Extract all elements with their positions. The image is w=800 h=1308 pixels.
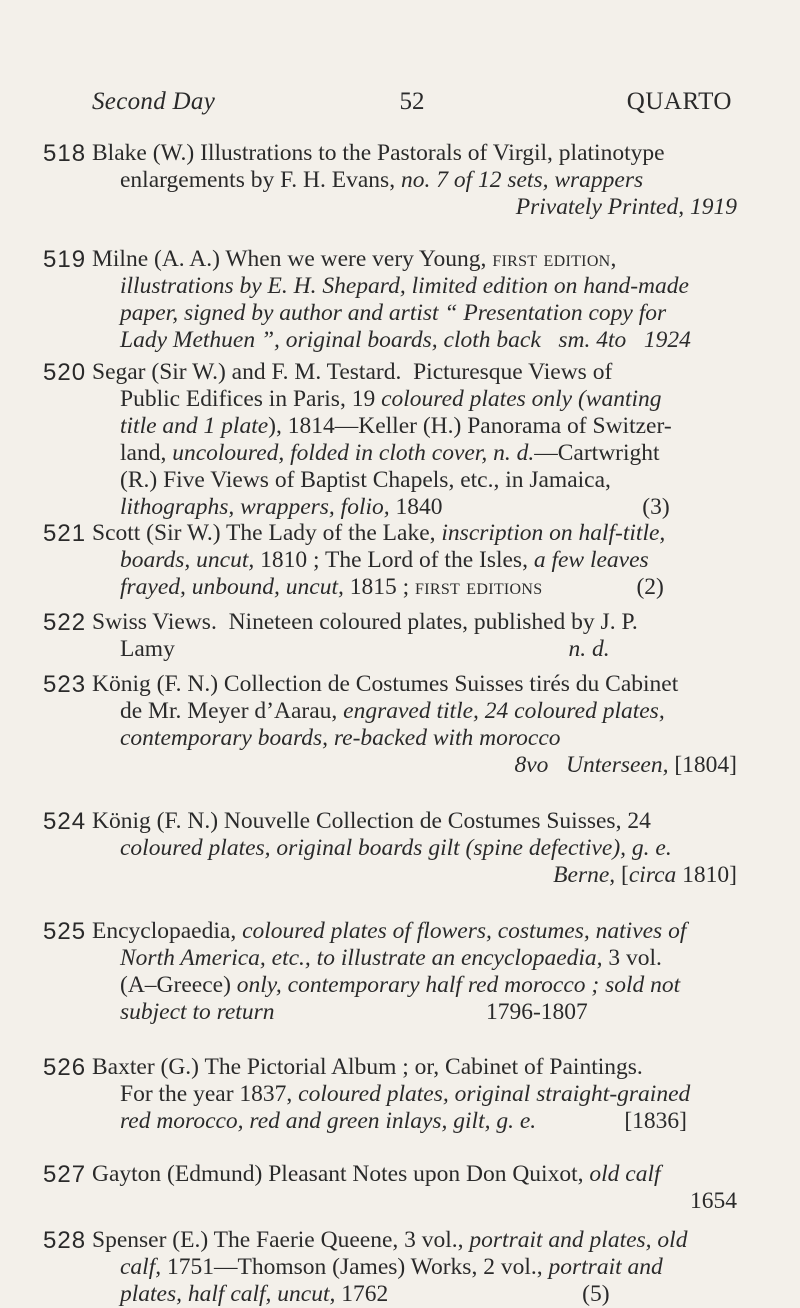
- lot-text: frayed, unbound, uncut,: [120, 574, 350, 600]
- lot-description: [92, 918, 737, 1026]
- lot-text: illustrations by E. H. Shepard, limited edition on hand-made: [120, 273, 689, 299]
- lot-text: contemporary boards, re-backed with morocco: [120, 725, 561, 751]
- lot-line: [92, 520, 737, 547]
- lot-text: inscription on half-title,: [441, 520, 666, 546]
- lot-entry: [0, 520, 737, 601]
- lot-line: [92, 1281, 737, 1308]
- lot-line: [92, 1054, 737, 1081]
- lot-description: [92, 1227, 737, 1308]
- lot-text: 1751—Thomson (James) Works, 2 vol.,: [167, 1254, 549, 1280]
- lot-line: [92, 194, 737, 221]
- lot-text: König (F. N.) Nouvelle Collection de Costumes Suisses, 24: [92, 808, 651, 834]
- lot-line: [92, 835, 737, 862]
- lot-text: title and 1 plate: [120, 413, 269, 439]
- lot-text: calf,: [120, 1254, 167, 1280]
- lot-text: first edition,: [492, 246, 617, 272]
- lot-text: Gayton (Edmund) Pleasant Notes upon Don Quixot,: [92, 1161, 590, 1187]
- lot-text: Baxter (G.) The Pictorial Album ; or, Cabinet of Paintings.: [92, 1054, 643, 1080]
- lot-text: a few leaves: [533, 547, 649, 573]
- lot-text: (2): [542, 574, 664, 600]
- lot-text: portrait and: [548, 1254, 663, 1280]
- lot-text: subject to return: [120, 999, 275, 1025]
- lot-text: circa: [628, 862, 683, 888]
- lot-number: 528: [43, 1227, 87, 1254]
- lot-text: plates, half calf, uncut,: [120, 1281, 342, 1307]
- lot-line: [92, 440, 737, 467]
- lot-line: [92, 1254, 737, 1281]
- lot-text: 3 vol.: [608, 945, 662, 971]
- running-head: [92, 88, 732, 122]
- lot-text: engraved title, 24 coloured plates,: [343, 698, 665, 724]
- lot-text: 1815 ;: [349, 574, 416, 600]
- lot-entry: [0, 1161, 737, 1215]
- lot-number: 519: [43, 246, 87, 273]
- lot-line: [92, 698, 737, 725]
- lot-line: [92, 327, 737, 354]
- lot-text: 1654: [690, 1188, 737, 1214]
- lot-line: [92, 1108, 737, 1135]
- lot-number: 524: [43, 808, 87, 835]
- lot-text: only, contemporary half red morocco ; sold not: [236, 972, 681, 998]
- lot-text: North America, etc., to illustrate an encyclopaedia,: [120, 945, 609, 971]
- lot-text: n. d.: [568, 636, 610, 662]
- lot-line: [92, 494, 737, 521]
- lot-text: For the year 1837,: [120, 1081, 299, 1107]
- lot-description: [92, 359, 737, 521]
- lot-text: [1804]: [674, 752, 737, 778]
- lot-description: [92, 609, 737, 663]
- lot-number: 525: [43, 918, 87, 945]
- lot-line: [92, 945, 737, 972]
- lot-text: [: [621, 862, 629, 888]
- lot-text: 1810]: [682, 862, 737, 888]
- lot-text: uncoloured, folded in cloth cover, n. d.: [172, 440, 535, 466]
- lot-entry: [0, 609, 737, 663]
- lot-line: [92, 1161, 737, 1188]
- lot-text: 1810 ; The Lord of the Isles,: [260, 547, 534, 573]
- lot-line: [92, 574, 737, 601]
- lot-text: Segar (Sir W.) and F. M. Testard. Picturesque Views of: [92, 359, 613, 385]
- lot-text: land,: [120, 440, 173, 466]
- lot-text: Spenser (E.) The Faerie Queene, 3 vol.,: [92, 1227, 470, 1253]
- lot-line: [92, 140, 737, 167]
- lot-text: Blake (W.) Illustrations to the Pastorals of Virgil, platinotype: [92, 140, 665, 166]
- lot-text: red morocco, red and green inlays, gilt, g. e.: [120, 1108, 537, 1134]
- lot-text: enlargements by F. H. Evans,: [120, 167, 401, 193]
- lot-line: [92, 972, 737, 999]
- lot-line: [92, 273, 737, 300]
- lot-line: [92, 609, 737, 636]
- lot-text: lithographs, wrappers, folio,: [120, 494, 396, 520]
- lot-text: (A–Greece): [120, 972, 237, 998]
- lot-text: coloured plates only (wanting: [381, 386, 662, 412]
- lot-text: Berne,: [553, 862, 622, 888]
- lot-text: coloured plates of flowers, costumes, natives of: [242, 918, 687, 944]
- lot-text: portrait and plates, old: [469, 1227, 688, 1253]
- lot-line: [92, 1188, 737, 1215]
- lot-line: [92, 862, 737, 889]
- lot-line: [92, 999, 737, 1026]
- lot-line: [92, 918, 737, 945]
- lot-number: 526: [43, 1054, 87, 1081]
- lot-text: Privately Printed, 1919: [515, 194, 737, 220]
- lot-text: 8vo Unterseen,: [514, 752, 675, 778]
- lot-entry: [0, 359, 737, 521]
- lot-number: 527: [43, 1161, 87, 1188]
- lot-line: [92, 636, 737, 663]
- lot-line: [92, 725, 737, 752]
- lot-number: 518: [43, 140, 87, 167]
- lot-description: [92, 140, 737, 221]
- lot-line: [92, 671, 737, 698]
- lot-text: de Mr. Meyer d’Aarau,: [120, 698, 344, 724]
- lot-text: Public Edifices in Paris, 19: [120, 386, 382, 412]
- lot-entry: [0, 918, 737, 1026]
- lot-line: [92, 386, 737, 413]
- lot-entry: [0, 140, 737, 221]
- lot-entry: [0, 1227, 737, 1308]
- lot-text: Swiss Views. Nineteen coloured plates, published by J. P.: [92, 609, 638, 635]
- lot-entry: [0, 808, 737, 889]
- lot-number: 521: [43, 520, 87, 547]
- lot-text: coloured plates, original boards gilt (spine defective), g. e.: [120, 835, 672, 861]
- lot-description: [92, 520, 737, 601]
- lot-text: —Cartwright: [534, 440, 660, 466]
- lot-text: (R.) Five Views of Baptist Chapels, etc., in Jamaica,: [120, 467, 611, 493]
- lot-description: [92, 1054, 737, 1135]
- lot-text: boards, uncut,: [120, 547, 261, 573]
- lot-text: Lady Methuen ”, original boards, cloth back sm. 4to 1924: [120, 327, 691, 353]
- lot-text: Milne (A. A.) When we were very Young,: [92, 246, 493, 272]
- lot-text: [1836]: [536, 1108, 687, 1134]
- lot-line: [92, 300, 737, 327]
- lot-number: 523: [43, 671, 87, 698]
- section-title: Second Day: [92, 88, 216, 115]
- page-number: 52: [399, 88, 425, 115]
- lot-text: Encyclopaedia,: [92, 918, 243, 944]
- lot-line: [92, 167, 737, 194]
- lot-line: [92, 359, 737, 386]
- lot-text: coloured plates, original straight-grained: [298, 1081, 691, 1107]
- lot-text: no. 7 of 12 sets, wrappers: [400, 167, 644, 193]
- lot-number: 522: [43, 609, 87, 636]
- lot-line: [92, 413, 737, 440]
- lot-entry: [0, 1054, 737, 1135]
- lot-text: 1840 (3): [395, 494, 670, 520]
- lot-text: ), 1814—Keller (H.) Panorama of Switzer-: [268, 413, 672, 439]
- lot-text: Scott (Sir W.) The Lady of the Lake,: [92, 520, 442, 546]
- lot-line: [92, 752, 737, 779]
- lot-description: [92, 1161, 737, 1215]
- lot-text: Lamy: [120, 636, 569, 662]
- lot-text: 1762 (5): [341, 1281, 610, 1307]
- lot-number: 520: [43, 359, 87, 386]
- lot-text: König (F. N.) Collection de Costumes Suisses tirés du Cabinet: [92, 671, 679, 697]
- lot-text: paper, signed by author and artist “ Presentation copy for: [120, 300, 667, 326]
- format-label: QUARTO: [626, 88, 732, 115]
- lot-description: [92, 808, 737, 889]
- lot-line: [92, 467, 737, 494]
- lot-text: 1796-1807: [274, 999, 588, 1025]
- lot-line: [92, 1227, 737, 1254]
- lot-line: [92, 547, 737, 574]
- lot-entry: [0, 246, 737, 354]
- lot-line: [92, 246, 737, 273]
- lot-text: first editions: [415, 574, 543, 600]
- lot-description: [92, 246, 737, 354]
- lot-line: [92, 1081, 737, 1108]
- lot-description: [92, 671, 737, 779]
- lot-text: old calf: [589, 1161, 661, 1187]
- lot-line: [92, 808, 737, 835]
- lot-entry: [0, 671, 737, 779]
